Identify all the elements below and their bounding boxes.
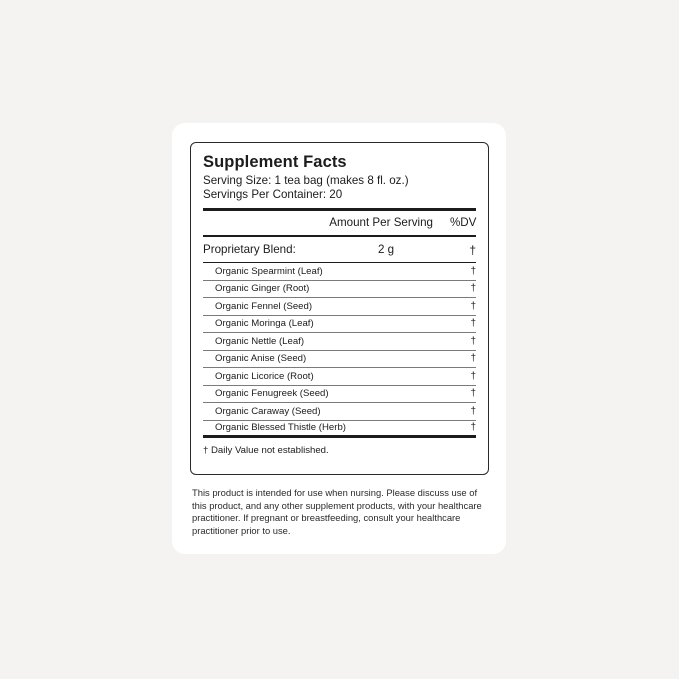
servings-per-container: Servings Per Container: 20 xyxy=(203,187,343,201)
disclaimer-text: This product is intended for use when nursing. Please discuss use of this product, and any other supplement products, with your healthcare practitioner. If pregnant or breastfeeding, consult your healthcare practitioner prior to use. xyxy=(192,487,482,536)
ingredient-name: Organic Ginger (Root) xyxy=(215,283,310,295)
ingredient-name: Organic Fenugreek (Seed) xyxy=(215,388,329,400)
daily-value-footnote: † Daily Value not established. xyxy=(203,445,329,456)
blend-dv: † xyxy=(469,242,476,257)
dv-header: %DV xyxy=(450,215,477,229)
ingredient-name: Organic Nettle (Leaf) xyxy=(215,335,305,347)
amount-header: Amount Per Serving xyxy=(329,215,433,229)
ingredient-row xyxy=(203,263,476,281)
ingredient-dv: † xyxy=(470,405,476,417)
ingredient-name: Organic Fennel (Seed) xyxy=(215,300,313,312)
blend-amount: 2 g xyxy=(378,243,395,256)
ingredient-dv: † xyxy=(470,318,476,330)
serving-size: Serving Size: 1 tea bag (makes 8 fl. oz.) xyxy=(203,174,409,187)
ingredient-dv: † xyxy=(470,388,476,400)
blend-row xyxy=(203,237,476,263)
blend-name: Proprietary Blend: xyxy=(203,243,296,256)
ingredient-row xyxy=(203,351,476,369)
ingredient-row xyxy=(203,368,476,386)
ingredient-row xyxy=(203,316,476,334)
ingredient-name: Organic Anise (Seed) xyxy=(215,353,307,365)
ingredient-name: Organic Blessed Thistle (Herb) xyxy=(215,422,346,434)
label-card xyxy=(172,123,506,554)
supplement-facts-panel xyxy=(190,142,489,475)
ingredient-name: Organic Licorice (Root) xyxy=(215,370,314,382)
ingredient-name: Organic Moringa (Leaf) xyxy=(215,318,314,330)
ingredient-dv: † xyxy=(470,370,476,382)
ingredient-dv: † xyxy=(470,335,476,347)
column-header xyxy=(203,211,476,233)
ingredient-row xyxy=(203,281,476,299)
ingredient-row xyxy=(203,298,476,316)
ingredient-row xyxy=(203,333,476,351)
ingredient-row xyxy=(203,386,476,404)
ingredient-row xyxy=(203,421,476,439)
ingredient-dv: † xyxy=(470,300,476,312)
ingredient-dv: † xyxy=(470,283,476,295)
ingredient-name: Organic Caraway (Seed) xyxy=(215,405,321,417)
ingredient-dv: † xyxy=(470,265,476,277)
ingredient-row xyxy=(203,403,476,421)
ingredient-dv: † xyxy=(470,422,476,434)
ingredient-name: Organic Spearmint (Leaf) xyxy=(215,265,323,277)
ingredient-dv: † xyxy=(470,353,476,365)
facts-title: Supplement Facts xyxy=(203,153,347,171)
